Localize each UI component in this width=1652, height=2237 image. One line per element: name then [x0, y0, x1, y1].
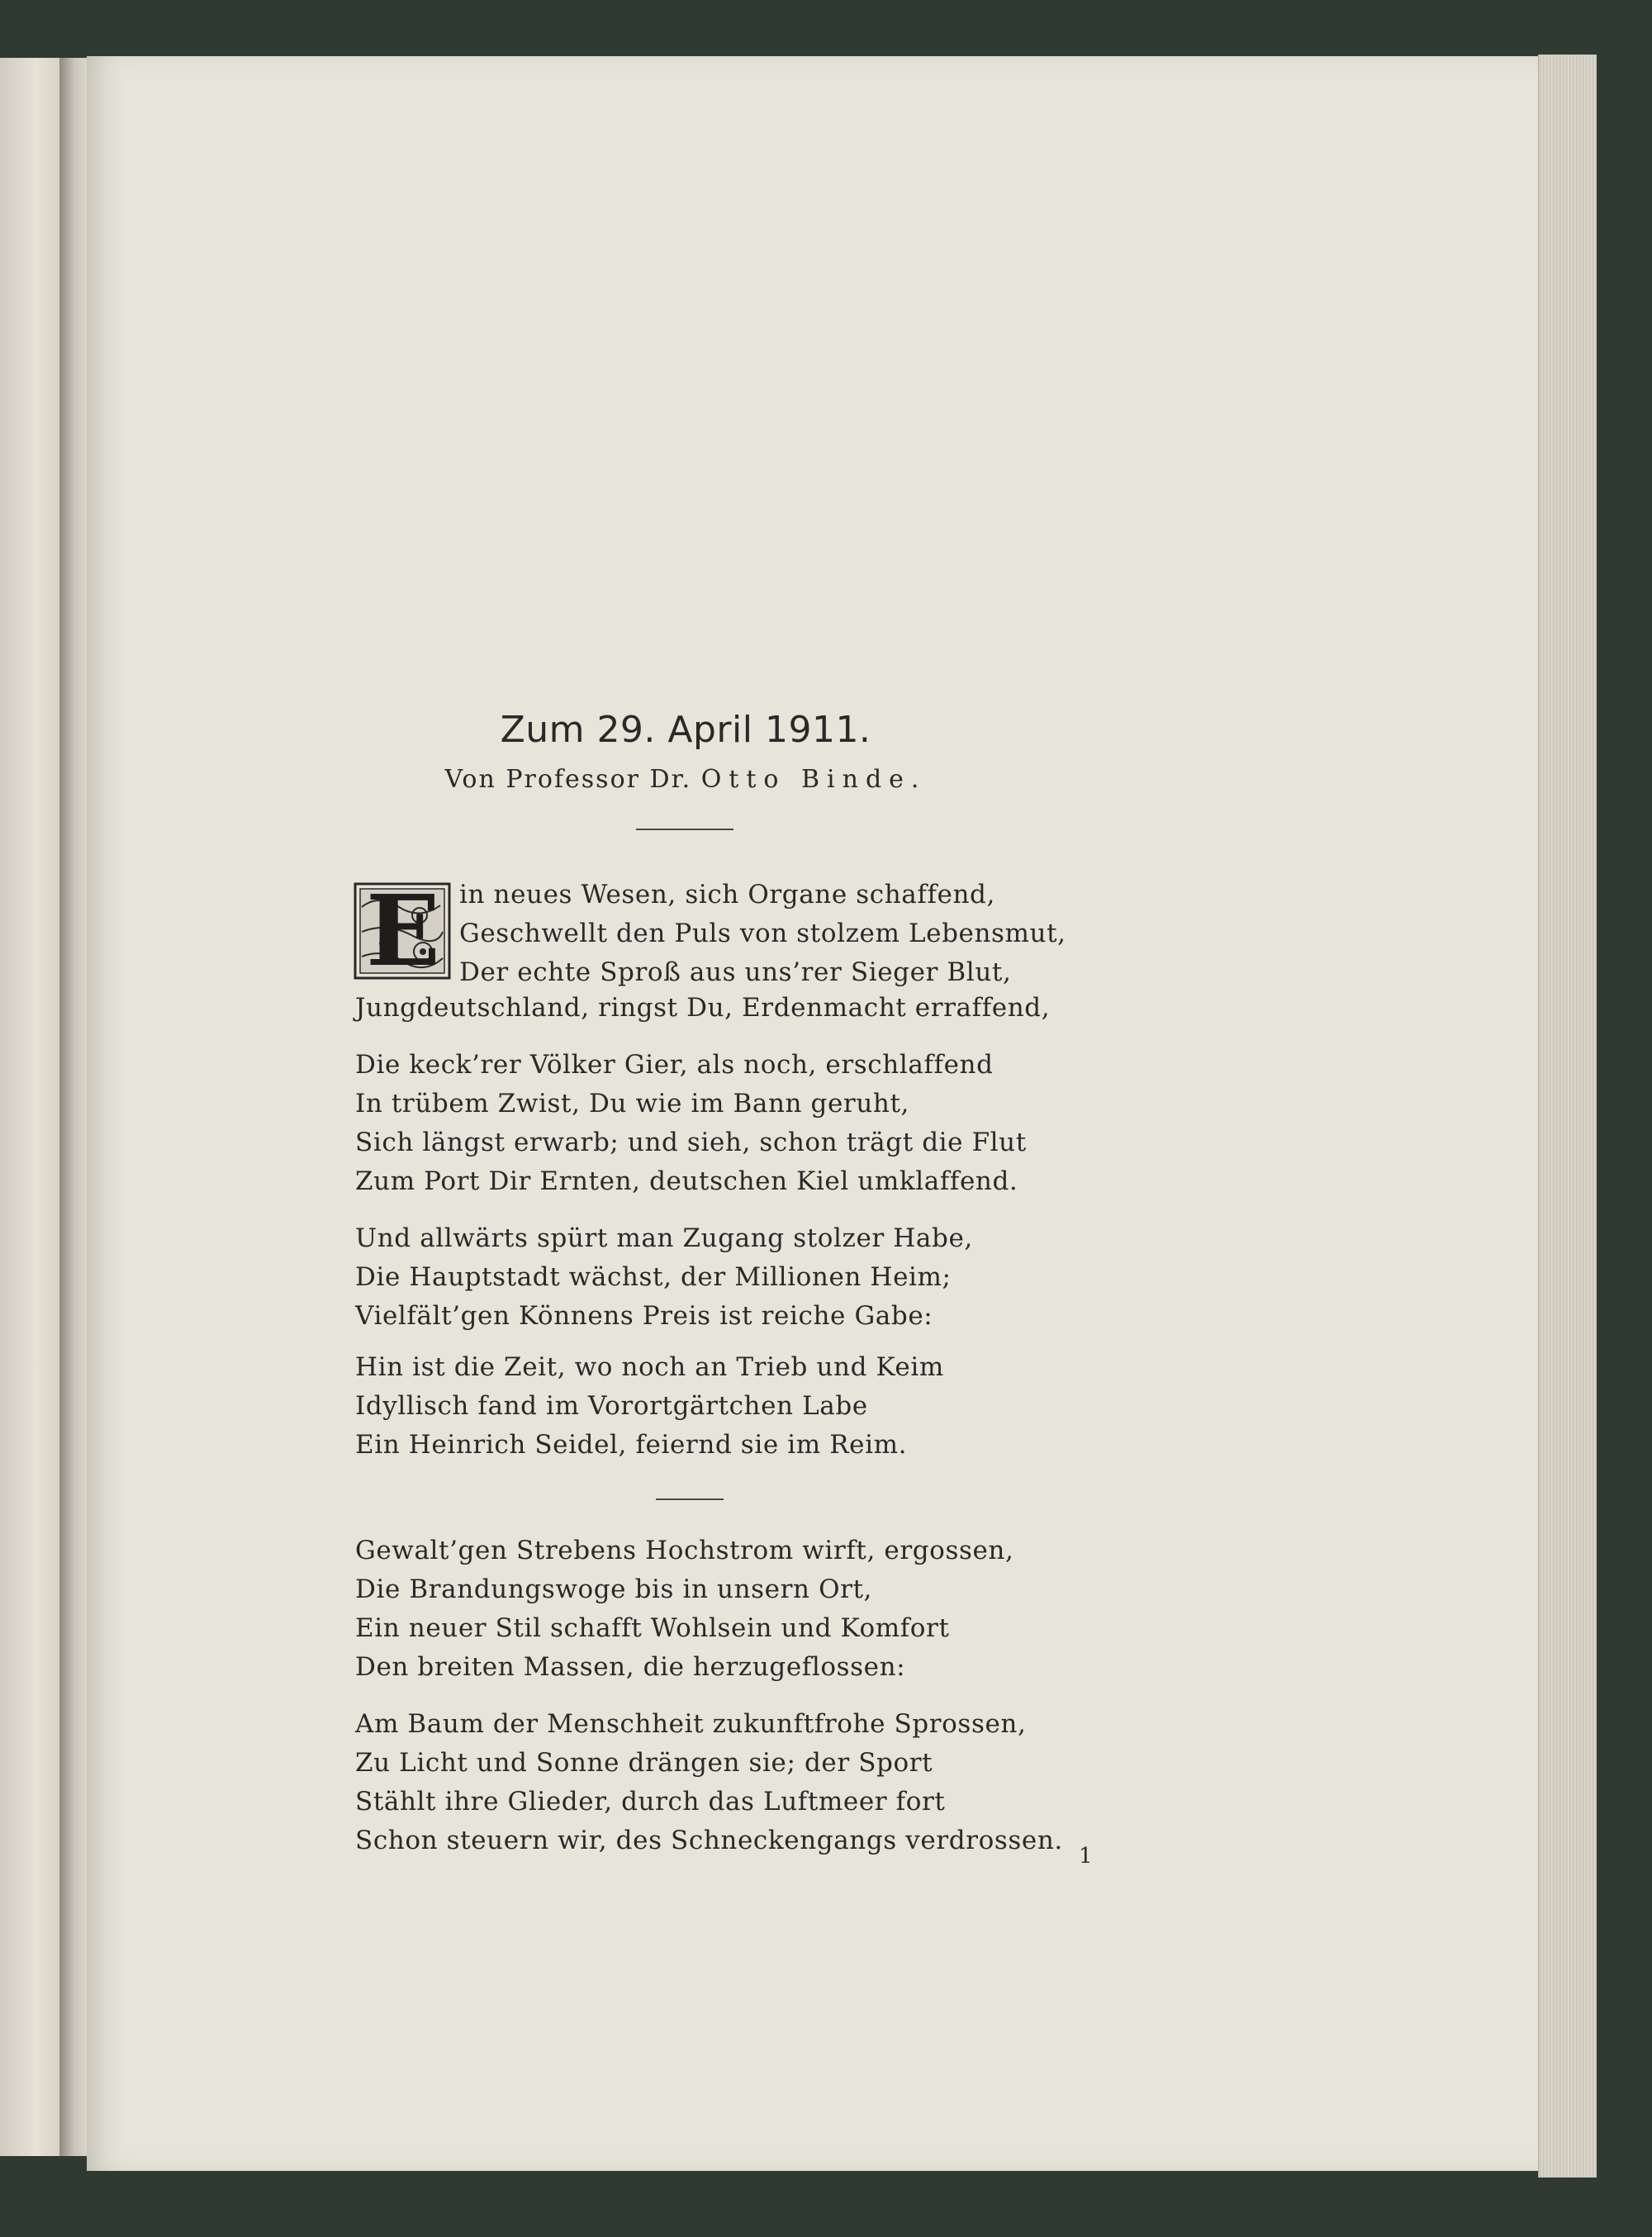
author-line — [430, 765, 942, 794]
stanza-5 — [355, 1532, 1032, 1687]
stanza-1-last-line — [355, 989, 1051, 1028]
poem-line: Den breiten Massen, die herzugeflossen: — [355, 1652, 906, 1682]
poem-title: Zum 29. April 1911. — [500, 709, 871, 751]
poem-line: Sich längst erwarb; und sieh, schon trägt die Flut — [355, 1128, 1027, 1157]
dropcap-letter: E — [366, 873, 440, 988]
poem-line: Am Baum der Menschheit zukunftfrohe Sprossen, — [355, 1709, 1027, 1739]
poem-line: Stählt ihre Glieder, durch das Luftmeer fort — [355, 1787, 946, 1817]
author-name: Otto Binde. — [700, 765, 927, 794]
poem-line: Vielfält’gen Könnens Preis ist reiche Gabe: — [355, 1301, 933, 1331]
stanza-2 — [355, 1046, 1032, 1201]
author-prefix: Von Professor Dr. — [444, 765, 692, 794]
poem-line: Der echte Sproß aus uns’rer Sieger Blut, — [459, 957, 1012, 987]
poem-line: Die Hauptstadt wächst, der Millionen Heim; — [355, 1262, 952, 1292]
poem-line: in neues Wesen, sich Organe schaffend, — [459, 880, 995, 910]
poem-line: Idyllisch fand im Vorortgärtchen Labe — [355, 1391, 868, 1421]
page-number: 1 — [1079, 1844, 1093, 1869]
poem-line: Zu Licht und Sonne drängen sie; der Sport — [355, 1748, 933, 1778]
stanza-3 — [355, 1219, 1032, 1336]
poem-line: Jungdeutschland, ringst Du, Erdenmacht erraffend, — [355, 993, 1051, 1023]
poem-line: Die Brandungswoge bis in unsern Ort, — [355, 1574, 873, 1604]
poem-line: Geschwellt den Puls von stolzem Lebensmut, — [459, 919, 1066, 948]
poem-line: Schon steuern wir, des Schneckengangs verdrossen. — [355, 1826, 1063, 1855]
stanza-1-indented-lines — [459, 914, 1066, 992]
section-divider — [656, 1498, 724, 1500]
poem-line: Ein neuer Stil schafft Wohlsein und Komfort — [355, 1613, 950, 1643]
title-divider — [636, 829, 733, 830]
poem-line: Zum Port Dir Ernten, deutschen Kiel umklaffend. — [355, 1166, 1018, 1196]
poem-line: Und allwärts spürt man Zugang stolzer Habe, — [355, 1223, 973, 1253]
stanza-4 — [355, 1348, 1032, 1465]
poem-line: Die keck’rer Völker Gier, als noch, erschlaffend — [355, 1050, 994, 1080]
poem-line: Ein Heinrich Seidel, feiernd sie im Reim. — [355, 1430, 908, 1460]
poem-line: In trübem Zwist, Du wie im Bann geruht, — [355, 1089, 909, 1118]
poem-line: Hin ist die Zeit, wo noch an Trieb und Keim — [355, 1352, 944, 1382]
poem-line: Gewalt’gen Strebens Hochstrom wirft, ergossen, — [355, 1536, 1014, 1565]
stanza-6 — [355, 1705, 1063, 1860]
stanza-1-first-line — [459, 876, 1037, 914]
